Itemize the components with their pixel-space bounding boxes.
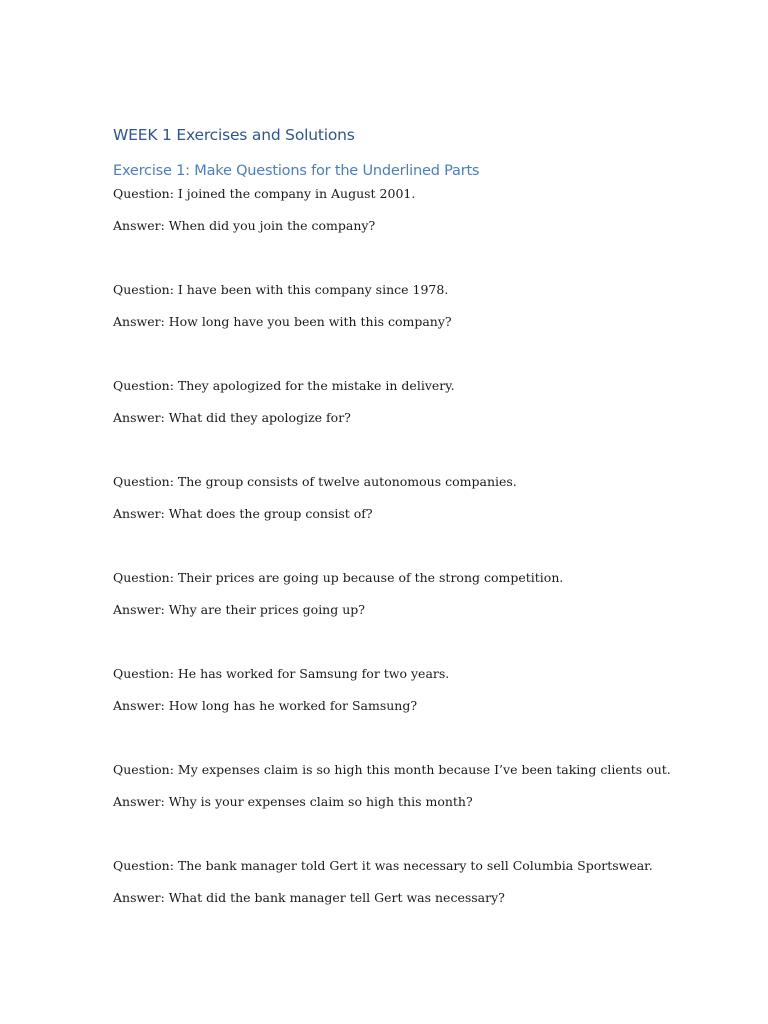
exercise-item [113, 280, 671, 376]
question-text: Question: I have been with this company since 1978. [113, 282, 449, 297]
exercise-list [113, 184, 671, 952]
question-text: Question: He has worked for Samsung for two years. [113, 666, 450, 681]
document-title: WEEK 1 Exercises and Solutions [113, 126, 355, 144]
answer-text: Answer: What does the group consist of? [113, 506, 373, 521]
exercise-item [113, 472, 671, 568]
question-text: Question: I joined the company in August 2001. [113, 186, 416, 201]
answer-text: Answer: Why are their prices going up? [113, 602, 365, 617]
answer-text: Answer: What did the bank manager tell Gert was necessary? [113, 890, 505, 905]
question-text: Question: Their prices are going up because of the strong competition. [113, 570, 564, 585]
answer-text: Answer: Why is your expenses claim so high this month? [113, 794, 473, 809]
exercise-item [113, 664, 671, 760]
question-text: Question: The group consists of twelve autonomous companies. [113, 474, 517, 489]
exercise-item [113, 184, 671, 280]
answer-text: Answer: How long has he worked for Samsung? [113, 698, 418, 713]
exercise-item [113, 856, 671, 952]
answer-text: Answer: What did they apologize for? [113, 410, 351, 425]
exercise-item [113, 568, 671, 664]
exercise-item [113, 376, 671, 472]
answer-text: Answer: When did you join the company? [113, 218, 376, 233]
question-text: Question: They apologized for the mistake in delivery. [113, 378, 455, 393]
exercise-heading: Exercise 1: Make Questions for the Underlined Parts [113, 163, 480, 179]
question-text: Question: The bank manager told Gert it was necessary to sell Columbia Sportswear. [113, 858, 653, 873]
question-text: Question: My expenses claim is so high this month because I’ve been taking clients out. [113, 762, 671, 777]
exercise-item [113, 760, 671, 856]
answer-text: Answer: How long have you been with this company? [113, 314, 452, 329]
